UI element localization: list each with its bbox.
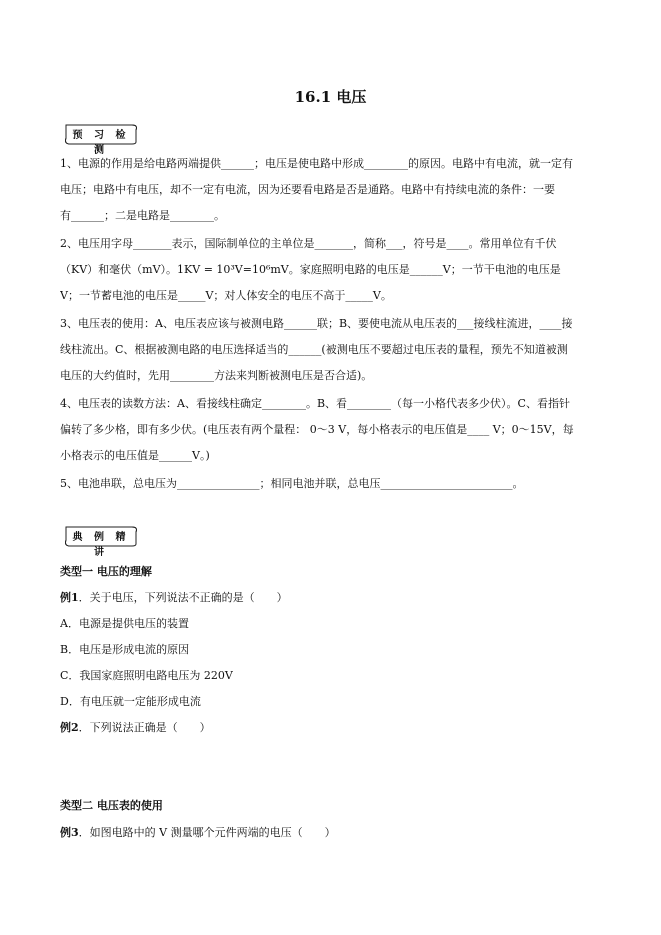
example1-option-d: D．有电压就一定能形成电流: [60, 695, 201, 708]
example3-label: 例3: [60, 826, 79, 839]
preview-line: 2、电压用字母_______表示，国际制单位的主单位是_______，简称___，符号是____。常用单位有千伏: [60, 237, 557, 250]
preview-line: 电压；电路中有电压，却不一定有电流，因为还要看电路是否是通路。电路中有持续电流的条件：一要: [60, 183, 555, 196]
example1-option-c: C．我国家庭照明电路电压为 220V: [60, 669, 233, 682]
preview-line: 有______；二是电路是________。: [60, 209, 225, 222]
preview-line: 4、电压表的读数方法：A、看接线柱确定________。B、看________（每一小格代表多少伏）。C、看指针: [60, 397, 570, 410]
example1-option-a: A．电源是提供电压的装置: [60, 617, 189, 630]
example1-option-b: B．电压是形成电流的原因: [60, 643, 190, 656]
example1-text: ．关于电压，下列说法不正确的是（ ）: [78, 591, 288, 604]
type1-heading: 类型一 电压的理解: [60, 565, 152, 578]
example1-question: [60, 591, 610, 605]
preview-line: （KV）和毫伏（mV）。1KV = 10³V=10⁶mV。家庭照明电路的电压是______V；一节干电池的电压是: [60, 263, 561, 276]
examples-section-banner: [62, 524, 140, 558]
page-title: 16.1 电压: [294, 88, 367, 106]
preview-section-banner: [62, 122, 140, 156]
type2-heading: 类型二 电压表的使用: [60, 799, 163, 812]
example1-label: 例1: [60, 591, 79, 604]
preview-line: 电压的大约值时，先用________方法来判断被测电压是否合适)。: [60, 369, 373, 382]
preview-line: 偏转了多少格，即有多少伏。(电压表有两个量程： 0～3 V，每小格表示的电压值是____ V；0～15V，每: [60, 423, 574, 436]
preview-section-label: 预 习 检 测: [72, 130, 130, 156]
preview-line: 线柱流出。C、根据被测电路的电压选择适当的______(被测电压不要超过电压表的量程，预先不知道被测: [60, 343, 568, 356]
example2-question: [60, 721, 610, 735]
preview-line: 1、电源的作用是给电路两端提供______；电压是使电路中形成________的原因。电路中有电流，就一定有: [60, 157, 573, 170]
examples-section-label: 典 例 精 讲: [72, 532, 130, 558]
example3-text: ．如图电路中的 V 测量哪个元件两端的电压（ ）: [78, 826, 336, 839]
preview-line: 5、电池串联，总电压为_______________；相同电池并联，总电压________________________。: [60, 477, 524, 490]
preview-line: 小格表示的电压值是______V。): [60, 449, 210, 462]
example2-text: ．下列说法正确是（ ）: [78, 721, 211, 734]
preview-line: 3、电压表的使用：A、电压表应该与被测电路______联；B、要使电流从电压表的___接线柱流进，____接: [60, 317, 573, 330]
example2-label: 例2: [60, 721, 79, 734]
example3-question: [60, 826, 610, 840]
preview-line: V；一节蓄电池的电压是_____V；对人体安全的电压不高于_____V。: [60, 289, 392, 302]
